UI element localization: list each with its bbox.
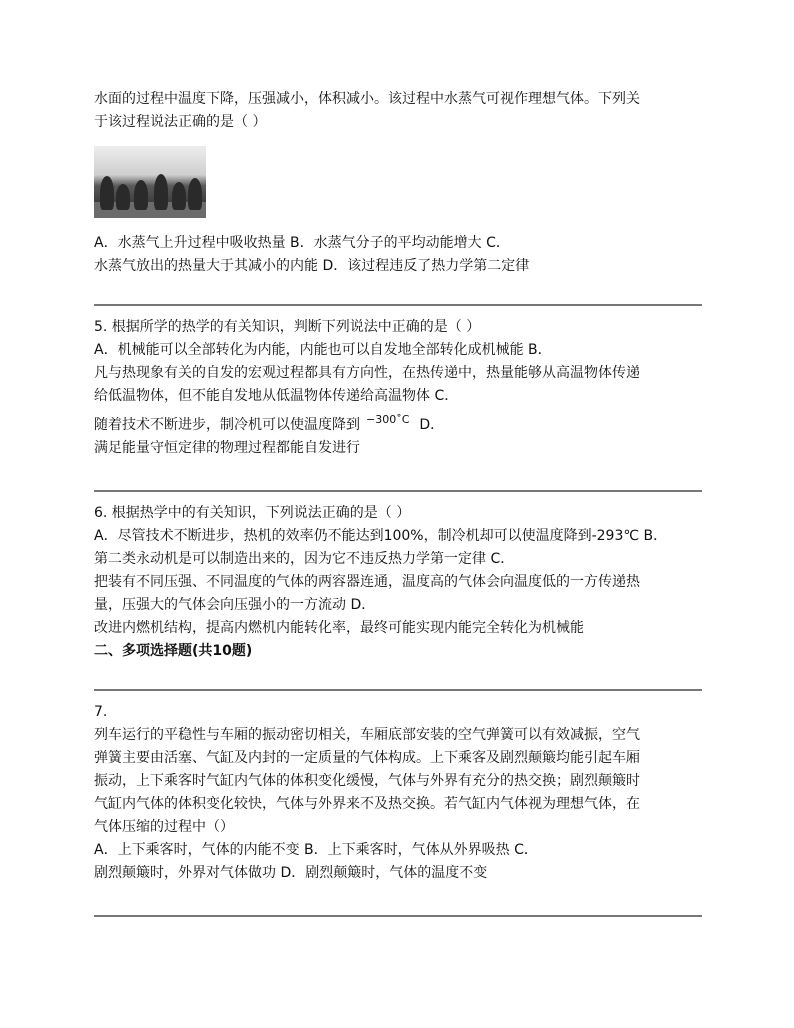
q6-line-2: 第二类永动机是可以制造出来的，因为它不违反热力学第一定律 C．	[94, 551, 515, 567]
q5-line-5: 满足能量守恒定律的物理过程都能自发进行	[94, 440, 360, 456]
document-page	[94, 88, 702, 927]
q6-line-4: 量，压强大的气体会向压强小的一方流动 D．	[94, 597, 376, 613]
q7-line-7: 剧烈颠簸时，外界对气体做功 D．剧烈颠簸时，气体的温度不变	[94, 865, 488, 881]
q7-number: 7.	[94, 704, 108, 720]
section-heading: 二、多项选择题(共10题)	[94, 643, 253, 659]
divider	[94, 689, 702, 691]
q7-line-3: 振动，上下乘客时气缸内气体的体积变化缓慢，气体与外界有充分的热交换；剧烈颠簸时	[94, 773, 640, 789]
q7-line-6: A．上下乘客时，气体的内能不变 B．上下乘客时，气体从外界吸热 C．	[94, 842, 538, 858]
intro-line-2: 于该过程说法正确的是（ ）	[94, 114, 267, 130]
divider	[94, 915, 702, 917]
q6-line-1: A．尽管技术不断进步，热机的效率仍不能达到100%，制冷机却可以使温度降到-293℃ B．	[94, 528, 668, 544]
divider	[94, 490, 702, 492]
q5-line-4: 随着技术不断进步，制冷机可以使温度降到 $^{-300˚C}$ D．	[94, 413, 445, 433]
steam-photo	[94, 146, 206, 218]
q5-line-3: 给低温物体，但不能自发地从低温物体传递给高温物体 C．	[94, 388, 459, 404]
q6-line-5: 改进内燃机结构，提高内燃机内能转化率，最终可能实现内能完全转化为机械能	[94, 620, 584, 636]
q5-stem: 5. 根据所学的热学的有关知识，判断下列说法中正确的是（ ）	[94, 319, 481, 335]
q5-line-2: 凡与热现象有关的自发的宏观过程都具有方向性，在热传递中，热量能够从高温物体传递	[94, 365, 640, 381]
q7-line-5: 气体压缩的过程中（）	[94, 819, 234, 835]
intro-options-line-1: A．水蒸气上升过程中吸收热量 B．水蒸气分子的平均动能增大 C．	[94, 235, 510, 251]
q7-line-2: 弹簧主要由活塞、气缸及内封的一定质量的气体构成。上下乘客及剧烈颠簸均能引起车厢	[94, 750, 640, 766]
q7-line-4: 气缸内气体的体积变化较快，气体与外界来不及热交换。若气缸内气体视为理想气体，在	[94, 796, 640, 812]
intro-options-line-2: 水蒸气放出的热量大于其减小的内能 D．该过程违反了热力学第二定律	[94, 258, 530, 274]
divider	[94, 304, 702, 306]
q5-line-1: A．机械能可以全部转化为内能，内能也可以自发地全部转化成机械能 B．	[94, 342, 552, 358]
temperature-value: −300˚C	[366, 413, 410, 426]
q7-line-1: 列车运行的平稳性与车厢的振动密切相关，车厢底部安装的空气弹簧可以有效减振，空气	[94, 727, 640, 743]
intro-line-1: 水面的过程中温度下降，压强减小，体积减小。该过程中水蒸气可视作理想气体。下列关	[94, 91, 640, 107]
q6-line-3: 把装有不同压强、不同温度的气体的两容器连通，温度高的气体会向温度低的一方传递热	[94, 574, 640, 590]
q6-stem: 6. 根据热学中的有关知识，下列说法正确的是（ ）	[94, 505, 411, 521]
